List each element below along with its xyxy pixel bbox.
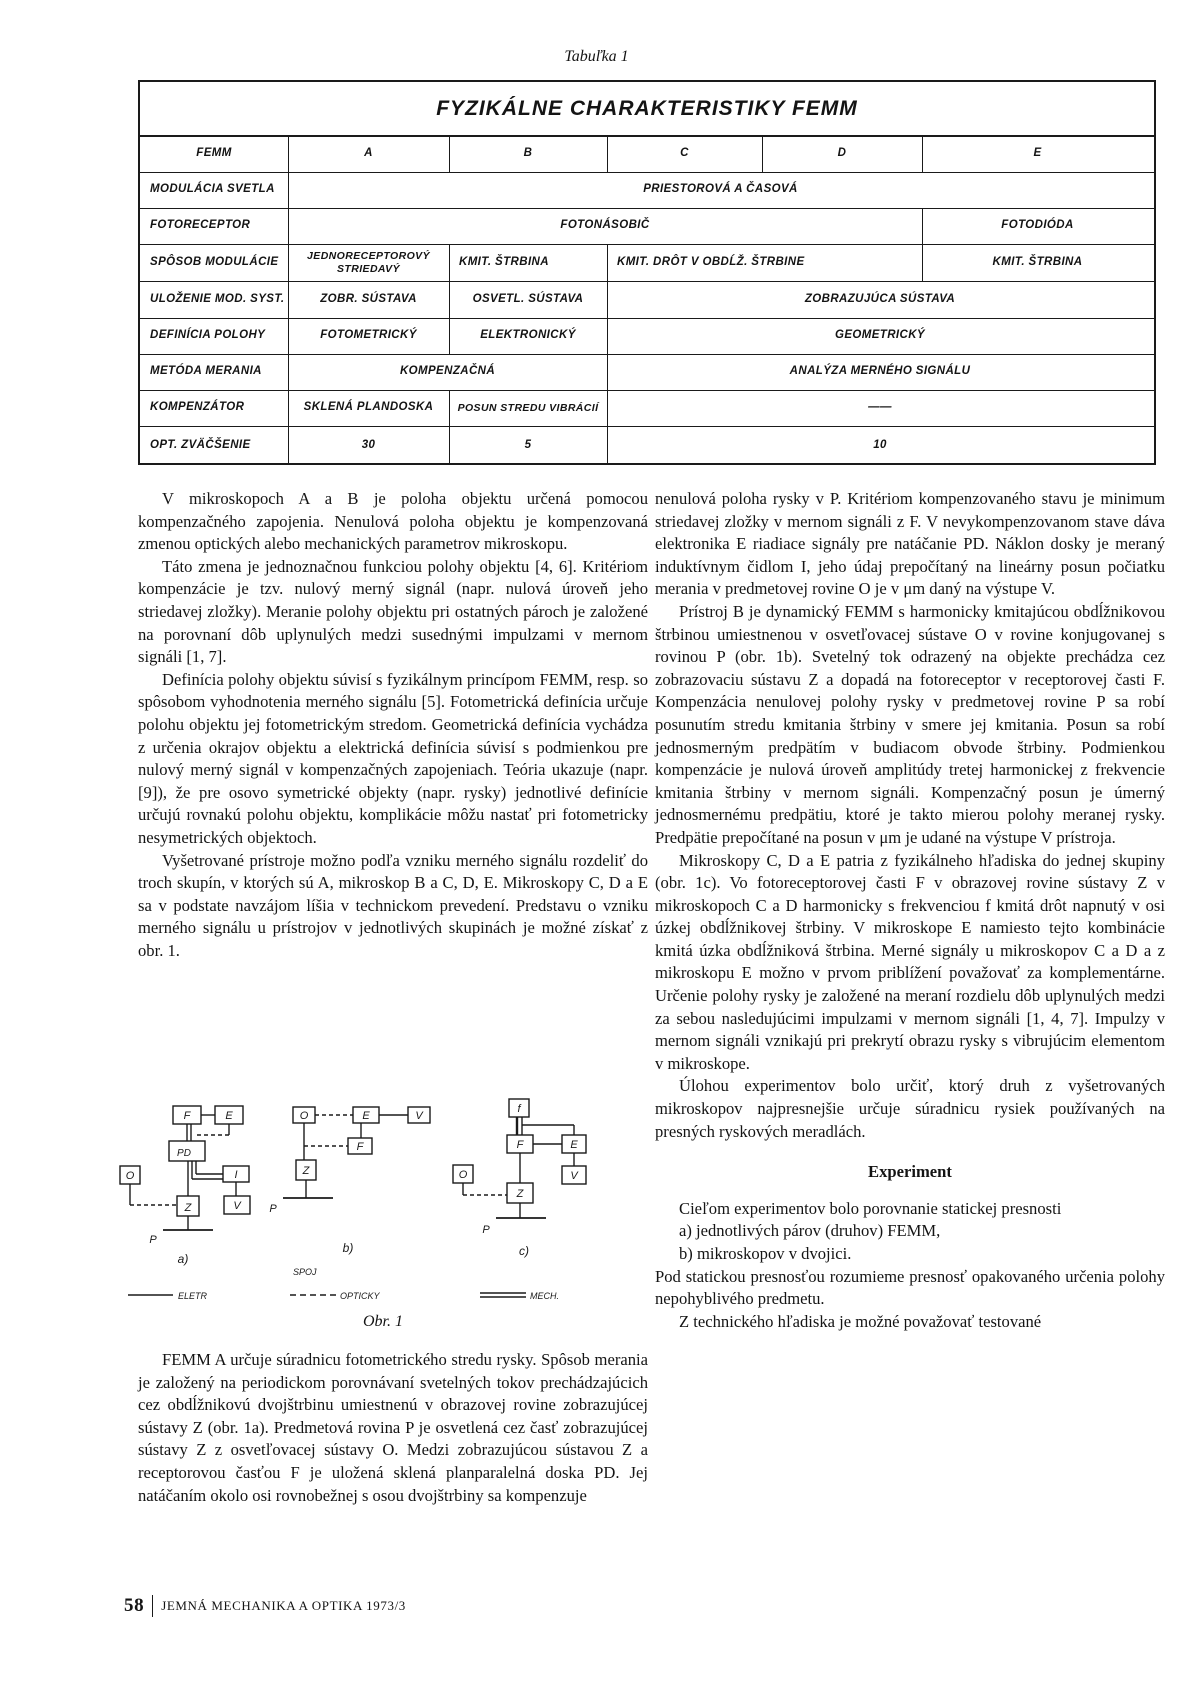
- table-row-label: OPT. ZVÄČŠENIE: [150, 438, 251, 451]
- paragraph: FEMM A určuje súradnicu fotometrického stredu rysky. Spôsob merania je založený na periodickom porovnávaní svetelných tokov prechádzajúcich cez obdĺžnikovú dvojštrbinu umiestnenú v obrazovej rovine zobrazujúcej sústavy Z (obr. 1a). Predmetová rovina P je osvetlená cez časť zobrazujúcej sústavy Z z osvetľovacej sústavy O. Medzi zobrazujúcou sústavou Z a receptorovou časťou F je uložená sklená planparalelná doska PD. Jej natáčaním okolo osi rovnobežnej s osou dvojštrbiny sa kompenzuje: [138, 1350, 648, 1505]
- subfig-label-c: c): [519, 1244, 529, 1258]
- table-row-label: FOTORECEPTOR: [150, 219, 251, 232]
- characteristics-table: [138, 80, 1156, 465]
- table-cell: 30: [361, 438, 376, 451]
- subfig-label-b: b): [342, 1241, 354, 1255]
- block-label: P: [149, 1234, 157, 1246]
- table-cell: ZOBR. SÚSTAVA: [320, 292, 417, 305]
- table-header-b: B: [523, 146, 533, 159]
- block-label: V: [415, 1110, 423, 1122]
- table-row-label: METÓDA MERANIA: [150, 365, 262, 378]
- list-item: b) mikroskopov v dvojici.: [679, 1244, 852, 1263]
- table-cell: PRIESTOROVÁ A ČASOVÁ: [643, 183, 798, 196]
- block-label: O: [125, 1170, 135, 1182]
- table-row-label: MODULÁCIA SVETLA: [150, 183, 275, 196]
- paragraph: Definícia polohy objektu súvisí s fyzikálnym princípom FEMM, resp. so spôsobom vyhodnotenia merného signálu [5]. Fotometrická definícia určuje polohu objektu jej fotometrickým stredom. Geometrická definícia vychádza z určenia okrajov objektu a elektrická definícia súvisí s podmienkou pre nulový merný signál v kompenzačných zapojeniach. Teória ukazuje (napr. [9]), že pre osovo symetrické objekty (napr. rysky) jednotlivé definície určujú rovnakú polohu objektu, komplikácie môžu nastať pri fotometricky nesymetrických objektoch.: [138, 669, 648, 847]
- table-row-label: SPÔSOB MODULÁCIE: [150, 255, 279, 268]
- right-column: [655, 488, 1165, 1333]
- page-footer: [124, 1595, 406, 1617]
- list-item: a) jednotlivých párov (druhov) FEMM,: [679, 1221, 941, 1241]
- block-label: F: [356, 1141, 364, 1153]
- table-cell: GEOMETRICKÝ: [834, 329, 925, 342]
- legend-electric: ELETR: [178, 1291, 208, 1301]
- table-cell: OSVETL. SÚSTAVA: [472, 292, 584, 305]
- table-cell: FOTONÁSOBIČ: [560, 219, 650, 232]
- table-cell: ELEKTRONICKÝ: [480, 329, 576, 342]
- subfig-label-a: a): [177, 1252, 189, 1266]
- table-header-d: D: [837, 146, 847, 159]
- block-label: O: [299, 1110, 309, 1122]
- table-cell: ZOBRAZUJÚCA SÚSTAVA: [804, 292, 956, 305]
- legend-optic: OPTICKY: [340, 1291, 380, 1301]
- table-header-c: C: [680, 146, 689, 159]
- table-cell: ——: [868, 401, 892, 414]
- table-cell: ANALÝZA MERNÉHO SIGNÁLU: [789, 365, 971, 378]
- block-label: P: [482, 1224, 490, 1236]
- block-label: PD: [177, 1148, 191, 1159]
- block-label: Z: [516, 1188, 524, 1200]
- block-label: I: [234, 1169, 238, 1181]
- page-number: 58: [124, 1595, 145, 1616]
- paragraph: Pod statickou presnosťou rozumieme presnosť opakovaného určenia polohy nepohyblivého predmetu.: [655, 1266, 1165, 1309]
- table-header-femm: FEMM: [196, 146, 232, 159]
- block-label: E: [225, 1110, 233, 1122]
- table-cell: FOTOMETRICKÝ: [320, 329, 417, 342]
- legend-mechanic: MECH.: [530, 1291, 559, 1301]
- table-cell: KMIT. DRÔT V OBDĹŽ. ŠTRBINE: [617, 255, 805, 268]
- paragraph: nenulová poloha rysky v P. Kritériom kompenzovaného stavu je minimum striedavej zložky v mernom signáli z F. V nevykompenzovanom stave dáva elektronika E riadiace signály pre natáčanie PD. Náklon dosky je meraný induktívnym čidlom I, jeho údaj prepočítaný na lineárny posun počiatku merania v predmetovej rovine O je v μm daný na výstupe V.: [655, 489, 1165, 599]
- block-label: O: [458, 1169, 468, 1181]
- paragraph: Cieľom experimentov bolo porovnanie statickej presnosti: [679, 1198, 1062, 1218]
- table-caption: Tabuľka 1: [564, 48, 629, 65]
- table-row-label: KOMPENZÁTOR: [150, 401, 245, 414]
- left-column-bottom: [138, 1349, 648, 1507]
- paragraph: Prístroj B je dynamický FEMM s harmonicky kmitajúcou obdĺžnikovou štrbinou umiestnenou v osvetľovacej sústave O v rovine konjugovanej s rovinou P (obr. 1b). Svetelný tok odrazený na objekte prechádza cez zobrazovaciu sústavu Z a dopadá na fotoreceptor v receptorovej časti F. Kompenzácia nenulovej polohy rysky v predmetovej rovine P sa robí posunutím stredu kmitania štrbiny v smere jej kmitania. Posun sa robí jednosmerným predpätím v budiacom obvode štrbiny. Podmienkou kompenzácie je nulová úroveň amplitúdy tretej harmonickej z frekvencie kmitania štrbiny v mernom signáli. Kompenzačný posun je úmerný jednosmernému predpätiu, ktoré je takto mierou polohy meranej rysky. Predpätie prepočítané na posun v μm je udané na výstupe V prístroja.: [655, 601, 1165, 847]
- figure-1: [118, 1095, 648, 1335]
- paragraph: Mikroskopy C, D a E patria z fyzikálneho hľadiska do jednej skupiny (obr. 1c). Vo fotoreceptorovej časti F v obrazovej rovine sústavy Z v mikroskopoch C a D harmonicky s frekvenciou f kmitá drôt napnutý v osi úzkej obdĺžnikovej štrbiny. V mikroskope E namiesto tejto kombinácie kmitá úzka obdĺžniková štrbina. Merné signály u mikroskopov C a D a z mikroskopu E možno v prvom priblížení považovať za komplementárne. Určenie polohy rysky je založené na meraní rozdielu dôb uplynulých medzi za sebou nasledujúcimi impulzami v mernom signáli [1, 4, 7]. Impulzy v mernom signáli vznikajú pri prekrytí obrazu rysky s vibrujúcim elementom v mikroskope.: [655, 850, 1165, 1073]
- table-cell: SKLENÁ PLANDOSKA: [303, 401, 434, 414]
- block-label: P: [269, 1203, 277, 1215]
- block-label: E: [570, 1139, 578, 1151]
- table-title: FYZIKÁLNE CHARAKTERISTIKY FEMM: [140, 82, 1154, 137]
- paragraph: V mikroskopoch A a B je poloha objektu určená pomocou kompenzačného zapojenia. Nenulová poloha objektu je kompenzovaná zmenou optických alebo mechanických parametrov mikroskopu.: [138, 489, 648, 554]
- table-row-label: DEFINÍCIA POLOHY: [150, 329, 266, 342]
- block-label: Z: [184, 1202, 192, 1214]
- block-label: F: [516, 1139, 524, 1151]
- footer-divider: [152, 1595, 153, 1617]
- block-label: Z: [302, 1165, 310, 1177]
- paragraph: Úlohou experimentov bolo určiť, ktorý druh z vyšetrovaných mikroskopov najpresnejšie určuje súradnicu rysiek používaných na presných ryskových meradlách.: [655, 1076, 1165, 1141]
- paragraph: Táto zmena je jednoznačnou funkciou polohy objektu [4, 6]. Kritériom kompenzácie je tzv. nulový merný signál (napr. nulová úroveň jeho striedavej zložky). Meranie polohy objektu pri ostatných pároch je založené na porovnaní dôb uplynulých medzi susednými impulzami v mernom signáli [1, 7].: [138, 556, 648, 667]
- block-label: E: [362, 1110, 370, 1122]
- spoj-label: SPOJ: [293, 1267, 317, 1277]
- table-cell: KOMPENZAČNÁ: [399, 365, 496, 378]
- table-cell: FOTODIÓDA: [1001, 219, 1074, 232]
- section-heading: Experiment: [868, 1162, 952, 1182]
- table-cell: KMIT. ŠTRBINA: [992, 255, 1083, 268]
- left-column-top: [138, 488, 648, 962]
- table-cell: KMIT. ŠTRBINA: [459, 255, 549, 268]
- paragraph: Z technického hľadiska je možné považovať testované: [679, 1311, 1042, 1331]
- block-diagram: [118, 1095, 648, 1315]
- table-header-e: E: [1033, 146, 1042, 159]
- table-row-label: ULOŽENIE MOD. SYST.: [150, 292, 285, 305]
- block-label: V: [233, 1200, 241, 1212]
- journal-name: JEMNÁ MECHANIKA A OPTIKA 1973/3: [161, 1598, 406, 1613]
- block-label: F: [183, 1110, 191, 1122]
- table-cell: JEDNORECEPTOROVÝ STRIEDAVÝ: [307, 250, 430, 275]
- figure-caption: Obr. 1: [362, 1313, 403, 1330]
- table-cell: 5: [524, 438, 532, 451]
- block-label: V: [570, 1170, 578, 1182]
- table-cell: 10: [873, 438, 887, 451]
- block-label: f: [517, 1103, 521, 1115]
- table-cell: POSUN STREDU VIBRÁCIÍ: [457, 401, 599, 414]
- table-header-a: A: [364, 146, 373, 159]
- paragraph: Vyšetrované prístroje možno podľa vzniku merného signálu rozdeliť do troch skupín, v ktorých sú A, mikroskop B a C, D, E. Mikroskopy C, D a E sa v podstate navzájom líšia v technickom prevedení. Predstavu o vzniku merného signálu u prístrojov v jednotlivých skupinách je možné získať z obr. 1.: [138, 850, 648, 960]
